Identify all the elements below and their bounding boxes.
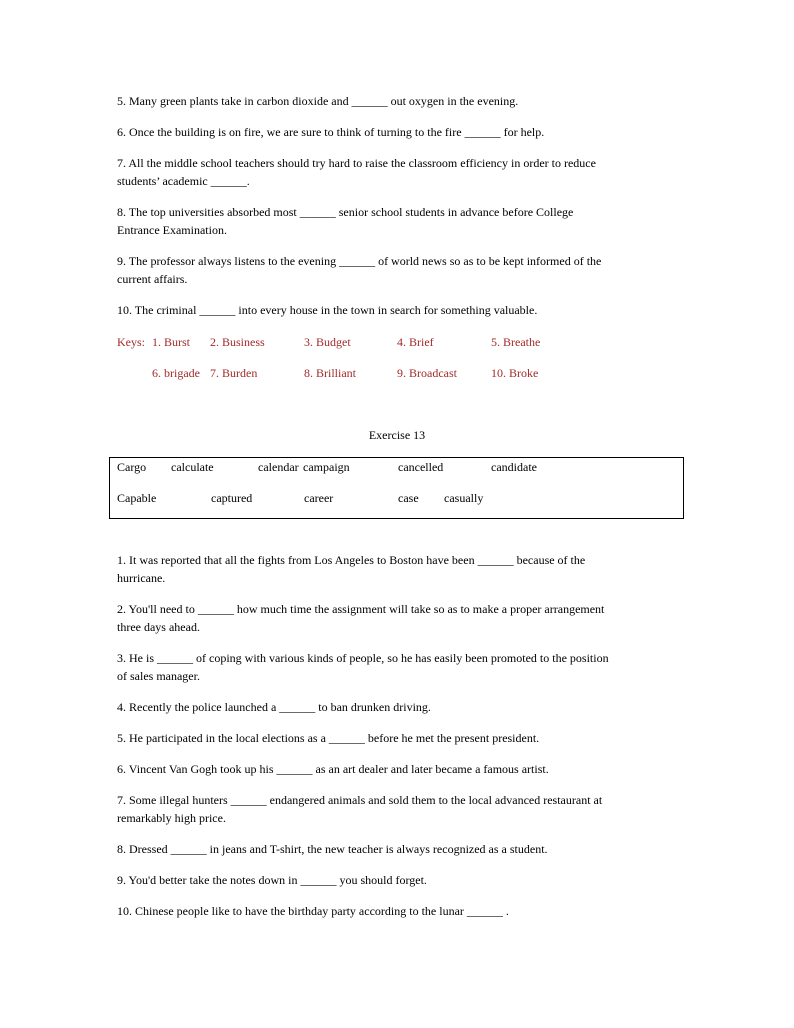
key-answer: 3. Budget (304, 335, 351, 349)
word-bank-box (109, 457, 684, 519)
item-5-line-1: 5. Many green plants take in carbon dioxide and ______ out oxygen in the evening. (117, 94, 519, 108)
word-bank-word: calendar (258, 460, 299, 474)
question-4-line-1: 4. Recently the police launched a ______ to ban drunken driving. (117, 700, 431, 714)
key-answer: 6. brigade (152, 366, 200, 380)
key-answer: 9. Broadcast (397, 366, 457, 380)
question-2-line-2: three days ahead. (117, 620, 200, 634)
word-bank-word: casually (444, 491, 484, 505)
key-answer: 8. Brilliant (304, 366, 356, 380)
word-bank-word: candidate (491, 460, 537, 474)
question-7-line-1: 7. Some illegal hunters ______ endangered animals and sold them to the local advanced restaurant at (117, 793, 603, 807)
item-7-line-1: 7. All the middle school teachers should try hard to raise the classroom efficiency in order to reduce (117, 156, 596, 170)
question-1-line-1: 1. It was reported that all the fights from Los Angeles to Boston have been ______ because of the (117, 553, 586, 567)
question-2-line-1: 2. You'll need to ______ how much time the assignment will take so as to make a proper arrangement (117, 602, 605, 616)
word-bank-word: calculate (171, 460, 214, 474)
word-bank-word: captured (211, 491, 253, 505)
question-3-line-1: 3. He is ______ of coping with various kinds of people, so he has easily been promoted to the position (117, 651, 609, 665)
item-9-line-2: current affairs. (117, 272, 188, 286)
question-5-line-1: 5. He participated in the local elections as a ______ before he met the present president. (117, 731, 540, 745)
question-3-line-2: of sales manager. (117, 669, 200, 683)
key-answer: 4. Brief (397, 335, 434, 349)
item-9-line-1: 9. The professor always listens to the evening ______ of world news so as to be kept informed of the (117, 254, 602, 268)
key-answer: 2. Business (210, 335, 265, 349)
key-answer: 10. Broke (491, 366, 539, 380)
question-10-line-1: 10. Chinese people like to have the birthday party according to the lunar ______ . (117, 904, 509, 918)
item-6-line-1: 6. Once the building is on fire, we are sure to think of turning to the fire ______ for help. (117, 125, 545, 139)
item-8-line-2: Entrance Examination. (117, 223, 227, 237)
word-bank-word: Capable (117, 491, 157, 505)
question-8-line-1: 8. Dressed ______ in jeans and T-shirt, the new teacher is always recognized as a student. (117, 842, 548, 856)
key-answer: 5. Breathe (491, 335, 541, 349)
word-bank-word: cancelled (398, 460, 444, 474)
item-8-line-1: 8. The top universities absorbed most ______ senior school students in advance before College (117, 205, 574, 219)
question-6-line-1: 6. Vincent Van Gogh took up his ______ as an art dealer and later became a famous artist. (117, 762, 549, 776)
word-bank-word: case (398, 491, 419, 505)
item-7-line-2: students’ academic ______. (117, 174, 250, 188)
keys-label: Keys: (117, 335, 145, 349)
exercise-title: Exercise 13 (368, 428, 426, 442)
question-7-line-2: remarkably high price. (117, 811, 226, 825)
key-answer: 7. Burden (210, 366, 258, 380)
word-bank-word: campaign (303, 460, 350, 474)
question-1-line-2: hurricane. (117, 571, 166, 585)
word-bank-word: Cargo (117, 460, 147, 474)
word-bank-word: career (304, 491, 334, 505)
item-10-line-1: 10. The criminal ______ into every house in the town in search for something valuable. (117, 303, 538, 317)
key-answer: 1. Burst (152, 335, 191, 349)
question-9-line-1: 9. You'd better take the notes down in ______ you should forget. (117, 873, 427, 887)
